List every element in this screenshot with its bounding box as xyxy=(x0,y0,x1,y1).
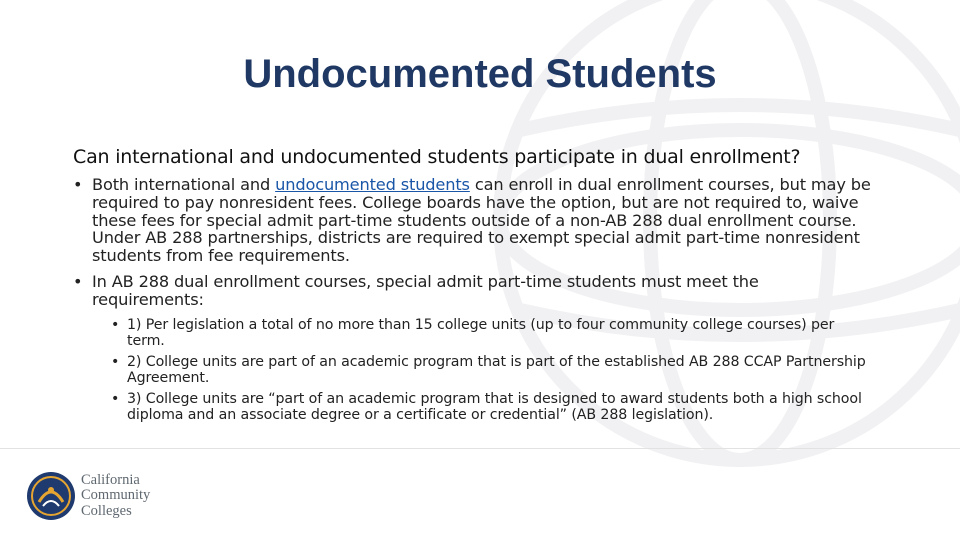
logo-line-community: Community xyxy=(81,487,151,504)
footer-divider xyxy=(0,448,960,449)
slide-body xyxy=(73,176,873,428)
sub-bullet-academic-program: • 3) College units are “part of an academic program that is designed to award students both a high school diploma and an associate degree or a certificate or credential” (AB 288 legislation). xyxy=(73,391,873,423)
bullet-ab288-requirements: • In AB 288 dual enrollment courses, special admit part-time students must meet the requirements: xyxy=(73,273,873,309)
california-community-colleges-logo xyxy=(25,470,150,522)
sub-bullet-unit-limit: • 1) Per legislation a total of no more than 15 college units (up to four community college courses) per term. xyxy=(73,317,873,349)
bullet1-text-start: Both international and xyxy=(92,175,276,194)
logo-line-colleges: Colleges xyxy=(81,502,132,519)
logo-line-california: California xyxy=(81,471,140,488)
question-heading: Can international and undocumented students participate in dual enrollment? xyxy=(73,146,801,168)
slide-title: Undocumented Students xyxy=(243,52,717,96)
logo-wordmark xyxy=(81,473,150,520)
ccc-seal-icon xyxy=(25,470,77,522)
bullet-international-undocumented xyxy=(73,176,873,265)
sub-bullet-ccap-agreement: • 2) College units are part of an academic program that is part of the established AB 288 CCAP Partnership Agreement. xyxy=(73,354,873,386)
undocumented-students-link[interactable]: undocumented students xyxy=(275,175,470,194)
bullet1-text-end: can enroll in dual enrollment courses, but may be required to pay nonresident fees. College boards have the option, but are not required to, waive these fees for special admit part-time students outside of a non-AB 288 dual enrollment course. Under AB 288 partnerships, districts are required to exempt special admit part-time nonresident students from fee requirements. xyxy=(92,175,871,266)
